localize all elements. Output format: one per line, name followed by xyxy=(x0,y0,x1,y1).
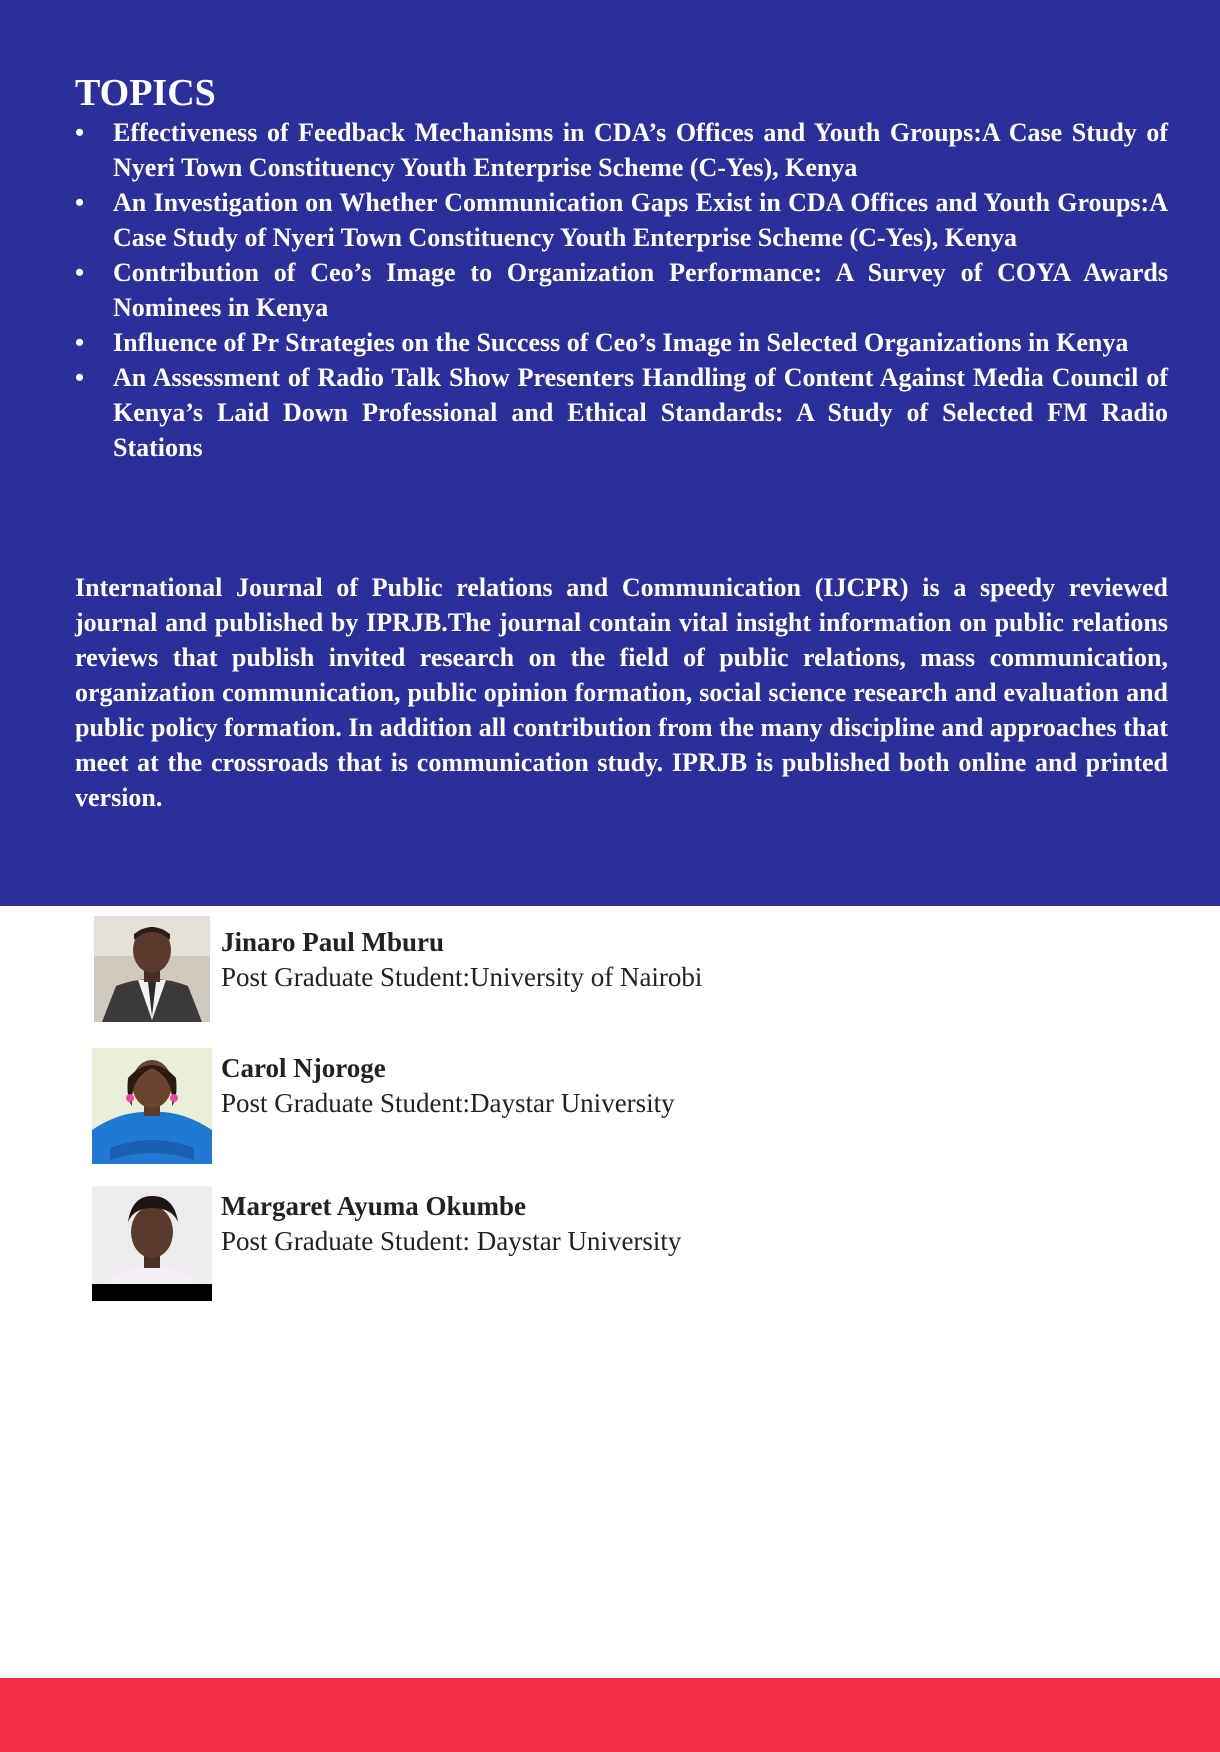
bullet-icon: • xyxy=(75,363,85,392)
journal-description: International Journal of Public relations and Communication (IJCPR) is a speedy reviewed journal and published by IPRJB.The journal contain vital insight information on public relations reviews that publish invited research on the field of public relations, mass communication, organization communication, public opinion formation, social science research and evaluation and public policy formation. In addition all contribution from the many discipline and approaches that meet at the crossroads that is communication study. IPRJB is published both online and printed version. xyxy=(75,573,1168,812)
man-portrait-icon xyxy=(94,916,210,1022)
author-name: Jinaro Paul Mburu xyxy=(221,927,445,957)
topic-item xyxy=(75,325,1168,360)
topic-text: Effectiveness of Feedback Mechanisms in CDA’s Offices and Youth Groups:A Case Study of Nyeri Town Constituency Youth Enterprise Scheme (C-Yes), Kenya xyxy=(113,118,1168,182)
woman-portrait-icon xyxy=(92,1186,212,1301)
bullet-icon: • xyxy=(75,118,85,147)
author-name: Carol Njoroge xyxy=(221,1053,386,1083)
topic-text: Contribution of Ceo’s Image to Organization Performance: A Survey of COYA Awards Nominees in Kenya xyxy=(113,258,1168,322)
woman-portrait-icon xyxy=(92,1048,212,1164)
author-affiliation: Post Graduate Student:Daystar University xyxy=(221,1088,675,1118)
topic-item xyxy=(75,255,1168,325)
topics-list xyxy=(75,115,1168,465)
topic-text: An Assessment of Radio Talk Show Presenters Handling of Content Against Media Council of Kenya’s Laid Down Professional and Ethical Standards: A Study of Selected FM Radio Stations xyxy=(113,363,1168,462)
bullet-icon: • xyxy=(75,188,85,217)
author-card xyxy=(92,1048,992,1166)
author-photo xyxy=(92,1048,212,1164)
author-name: Margaret Ayuma Okumbe xyxy=(221,1191,526,1221)
author-affiliation: Post Graduate Student: Daystar University xyxy=(221,1226,682,1256)
author-photo xyxy=(92,1186,212,1301)
author-affiliation: Post Graduate Student:University of Nairobi xyxy=(221,962,703,992)
footer-bar xyxy=(0,1678,1220,1752)
topics-heading: TOPICS xyxy=(75,72,216,114)
bullet-icon: • xyxy=(75,328,85,357)
author-card xyxy=(92,1186,992,1304)
topic-text: Influence of Pr Strategies on the Success of Ceo’s Image in Selected Organizations in Kenya xyxy=(113,328,1129,357)
topic-item xyxy=(75,115,1168,185)
author-card xyxy=(92,916,992,1034)
topic-item xyxy=(75,360,1168,465)
bullet-icon: • xyxy=(75,258,85,287)
topic-text: An Investigation on Whether Communication Gaps Exist in CDA Offices and Youth Groups:A Case Study of Nyeri Town Constituency Youth Enterprise Scheme (C-Yes), Kenya xyxy=(113,188,1168,252)
author-photo xyxy=(94,916,210,1022)
topic-item xyxy=(75,185,1168,255)
